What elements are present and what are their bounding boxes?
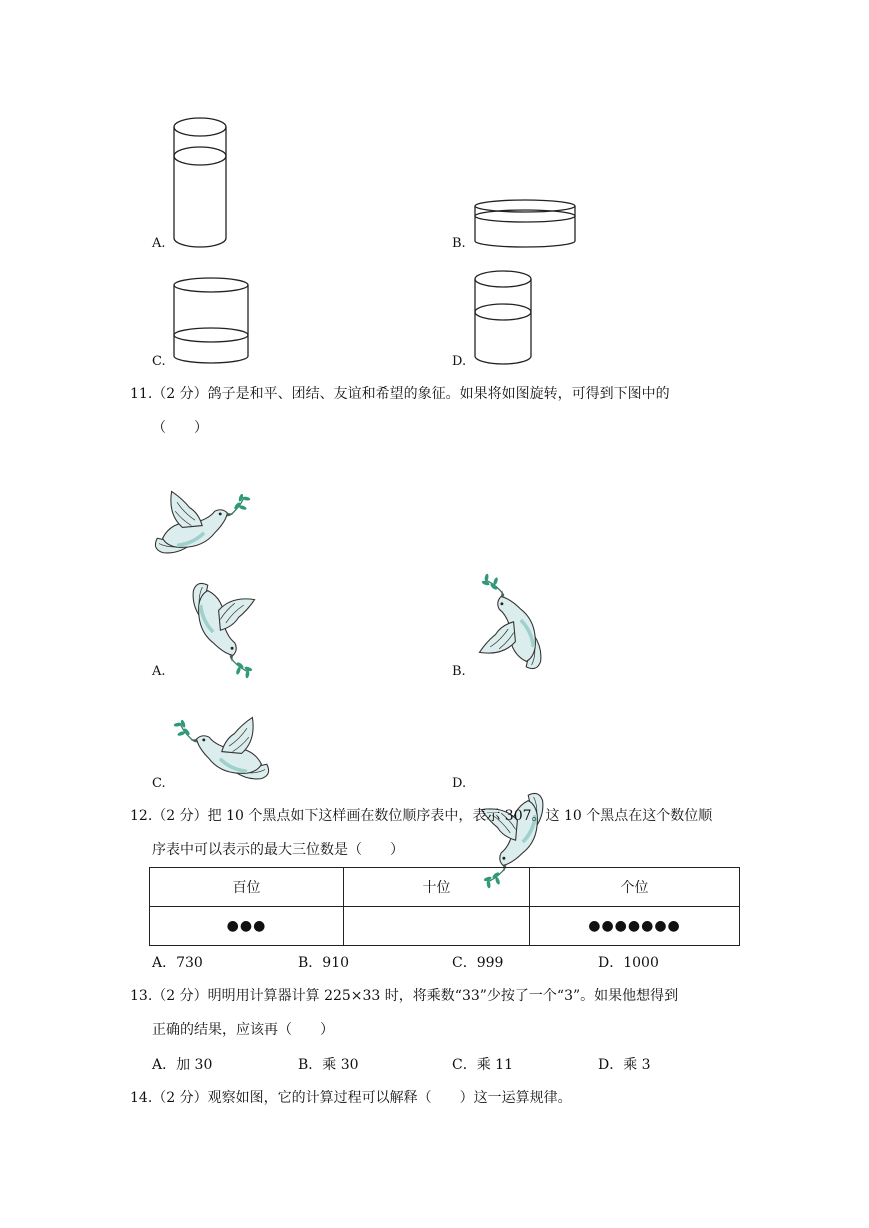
question-11-text: 11.（2 分）鸽子是和平、团结、友谊和希望的象征。如果将如图旋转，可得到下图中的 [130, 386, 670, 402]
option-label: A. [152, 236, 166, 251]
option-label: D. [452, 776, 467, 791]
question-12-text-line1: 12.（2 分）把 10 个黑点如下这样画在数位顺序表中，表示 307。这 10 个黑点在这个数位顺 [130, 808, 713, 824]
header-ones: 个位 [530, 868, 740, 907]
ones-dots: ●●●●●●● [530, 907, 740, 946]
q13-option-c[interactable]: C．乘 11 [452, 1057, 513, 1073]
q13-option-a[interactable]: A．加 30 [152, 1057, 213, 1073]
header-tens: 十位 [344, 868, 530, 907]
option-label: B. [452, 664, 466, 679]
question-14-text: 14.（2 分）观察如图，它的计算过程可以解释（ ）这一运算规律。 [130, 1090, 572, 1106]
option-label: D. [452, 354, 467, 369]
dove-rotated-a-image [172, 574, 262, 678]
q13-option-b[interactable]: B．乘 30 [298, 1057, 359, 1073]
q12-option-b[interactable]: B．910 [298, 955, 350, 971]
place-value-table [149, 867, 740, 946]
dove-rotated-b-image [472, 574, 562, 678]
wide-cylinder-low-water-image [172, 277, 252, 367]
question-13-text-line2: 正确的结果，应该再（ ） [152, 1022, 334, 1038]
dove-reference-image [150, 486, 250, 566]
hundreds-dots: ●●● [150, 907, 344, 946]
option-label: B. [452, 236, 466, 251]
q12-option-c[interactable]: C．999 [452, 955, 504, 971]
q13-option-d[interactable]: D．乘 3 [598, 1057, 651, 1073]
question-13-text-line1: 13.（2 分）明明用计算器计算 225×33 时，将乘数“33”少按了一个“3”。如果他想得到 [130, 988, 679, 1004]
tens-dots [344, 907, 530, 946]
medium-cylinder-half-water-image [474, 270, 536, 368]
option-label: A. [152, 664, 166, 679]
q12-option-d[interactable]: D．1000 [598, 955, 659, 971]
question-12-text-line2: 序表中可以表示的最大三位数是（ ） [152, 842, 404, 858]
option-label: C. [152, 354, 166, 369]
header-hundreds: 百位 [150, 868, 344, 907]
wide-flat-cylinder-image [474, 199, 578, 251]
dove-rotated-d-image [472, 688, 556, 792]
question-11-blank: （ ） [152, 420, 208, 436]
option-label: C. [152, 776, 166, 791]
q12-option-a[interactable]: A．730 [152, 955, 203, 971]
tall-narrow-cylinder-image [172, 116, 230, 250]
dove-mirrored-c-image [172, 708, 276, 792]
